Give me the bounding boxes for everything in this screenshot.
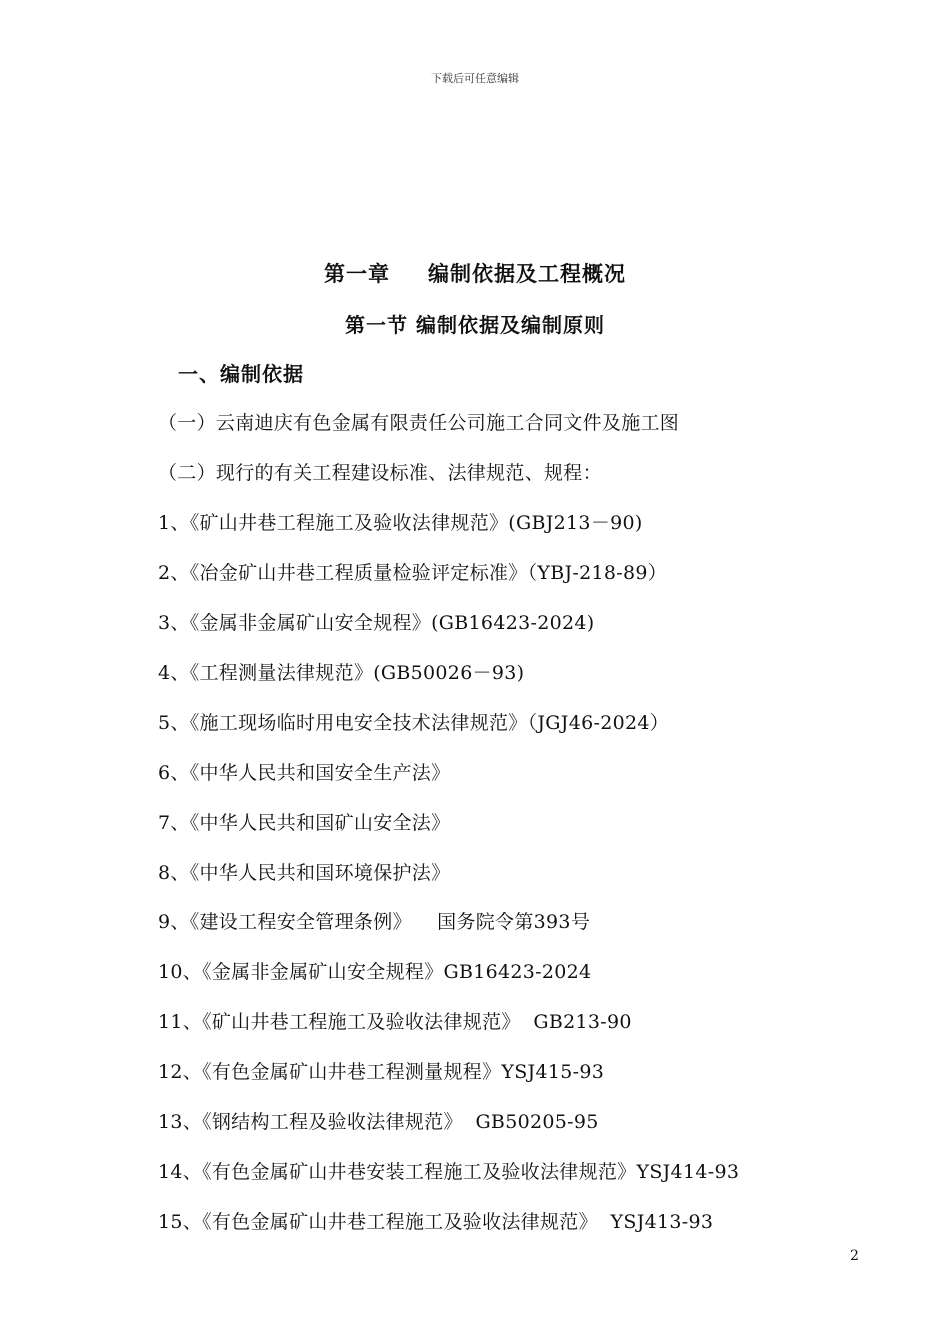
list-item: 1、《矿山井巷工程施工及验收法律规范》(GBJ213－90)	[158, 512, 643, 534]
chapter-number: 第一章	[324, 261, 390, 286]
list-item: 5、《施工现场临时用电安全技术法律规范》（JGJ46-2024）	[158, 712, 670, 734]
page-number: 2	[850, 1248, 859, 1264]
list-item: 2、《冶金矿山井巷工程质量检验评定标准》（YBJ-218-89）	[158, 562, 668, 584]
list-item: 3、《金属非金属矿山安全规程》(GB16423-2024)	[158, 612, 595, 634]
list-item: 9、《建设工程安全管理条例》 国务院令第393号	[158, 911, 591, 933]
chapter-heading: 编制依据及工程概况	[428, 261, 626, 286]
list-item: 4、《工程测量法律规范》(GB50026－93)	[158, 662, 525, 684]
list-item: 10、《金属非金属矿山安全规程》GB16423-2024	[158, 961, 592, 983]
page-header: 下载后可任意编辑	[431, 72, 519, 85]
subsection-heading: 一、编制依据	[178, 362, 304, 386]
list-item: 13、《钢结构工程及验收法律规范》 GB50205-95	[158, 1111, 599, 1133]
paragraph-contract-docs: （一）云南迪庆有色金属有限责任公司施工合同文件及施工图	[158, 412, 680, 434]
list-item: 7、《中华人民共和国矿山安全法》	[158, 812, 451, 834]
list-item: 6、《中华人民共和国安全生产法》	[158, 762, 451, 784]
paragraph-standards-intro: （二）现行的有关工程建设标准、法律规范、规程：	[158, 462, 602, 484]
chapter-title	[0, 258, 950, 288]
list-item: 14、《有色金属矿山井巷安装工程施工及验收法律规范》YSJ414-93	[158, 1161, 740, 1183]
list-item: 12、《有色金属矿山井巷工程测量规程》YSJ415-93	[158, 1061, 605, 1083]
list-item: 15、《有色金属矿山井巷工程施工及验收法律规范》 YSJ413-93	[158, 1211, 714, 1233]
list-item: 8、《中华人民共和国环境保护法》	[158, 862, 451, 884]
section-title: 第一节 编制依据及编制原则	[345, 313, 605, 337]
list-item: 11、《矿山井巷工程施工及验收法律规范》 GB213-90	[158, 1011, 632, 1033]
